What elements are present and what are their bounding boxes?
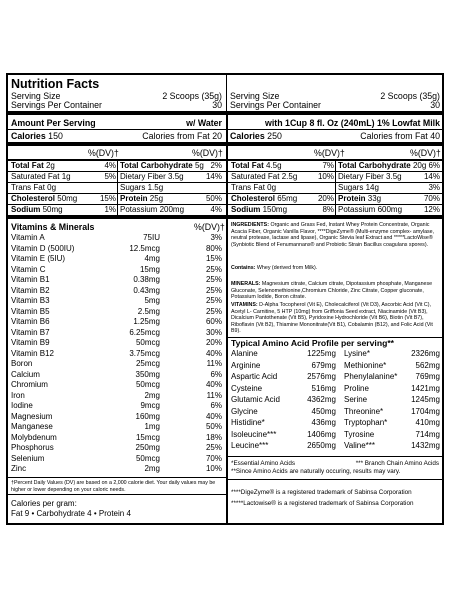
vitamin-dv: 20% — [205, 338, 222, 347]
amino-title: Typical Amino Acid Profile per serving** — [231, 338, 395, 348]
nutrient-name: Dietary Fiber 3.5g — [338, 172, 402, 181]
dv-header-milk: %(DV)† — [314, 148, 345, 158]
amino-amount: 1406mg — [307, 429, 336, 439]
nutrient-dv: 8% — [322, 205, 334, 214]
nutrient-dv: 7% — [322, 161, 334, 170]
amino-amount: 2650mg — [307, 441, 336, 450]
vitamin-name: Vitamin B3 — [11, 296, 50, 305]
center-divider — [226, 111, 228, 524]
vitamin-amount: 9mcg — [140, 401, 160, 410]
nutrient-name: Cholesterol 65mg — [231, 194, 298, 203]
vitamin-dv: 30% — [205, 327, 222, 337]
vitamin-dv: 6% — [210, 369, 222, 379]
nutrient-name: Total Fat 2g — [11, 161, 55, 170]
contains — [231, 265, 439, 272]
vitamin-amount: 50mcg — [135, 380, 160, 389]
vitamin-dv: 18% — [205, 432, 222, 442]
vitamin-dv: 11% — [206, 359, 222, 368]
vitamin-amount: 2.5mg — [137, 306, 160, 316]
servings-per-container-label-milk: Servings Per Container — [230, 100, 321, 110]
amino-amount: 679mg — [311, 360, 336, 370]
amino-amount: 516mg — [311, 383, 336, 393]
amino-amount: 2326mg — [411, 349, 440, 358]
nutrient-name: Sodium 50mg — [11, 205, 63, 214]
vitamin-name: Selenium — [11, 453, 45, 463]
vitamin-dv: 25% — [205, 306, 222, 316]
vitamin-name: Vitamin B12 — [11, 348, 54, 358]
nutrient-name: Total Carbohydrate 20g — [338, 161, 427, 170]
calories-fat-label-milk: Calories from Fat — [360, 131, 428, 141]
amino-name: Tryptophan* — [344, 418, 388, 427]
amino-name: Glycine — [231, 406, 258, 416]
vitamin-name: Vitamin B7 — [11, 327, 50, 337]
minerals-text: Magnesium citrate, Calcium citrate, Dipotassium phosphate, Manganese Gluconate, Selenomethionine,Chromium Chloride, Zinc Citrate, Copper gluconate, Potassium Iodide, Boron citrate. — [231, 281, 433, 300]
serving-size-value: 2 Scoops (35g) — [162, 91, 222, 101]
footnote: †Percent Daily Values (DV) are based on a 2,000 calorie diet. Your daily values may be higher or lower depending on your caloric needs. — [11, 480, 216, 493]
amino-name: Methionine* — [344, 360, 387, 370]
amino-name: Isoleucine*** — [231, 429, 277, 439]
vitamin-dv: 11% — [206, 390, 222, 400]
amino-amount: 1245mg — [411, 395, 440, 404]
vitamin-amount: 350mg — [135, 369, 160, 379]
vitamin-dv: 40% — [205, 380, 222, 389]
vitamin-amount: 250mg — [135, 443, 160, 452]
amino-amount: 436mg — [311, 418, 336, 427]
calories-fat-value-milk: 40 — [430, 131, 440, 141]
vitamin-name: Iodine — [11, 401, 33, 410]
nutrient-dv: 6% — [428, 161, 440, 170]
amino-amount: 4362mg — [307, 395, 336, 404]
vitamin-name: Molybdenum — [11, 432, 57, 442]
nutrient-name: Saturated Fat 2.5g — [231, 172, 298, 181]
vitamin-amount: 3.75mcg — [129, 348, 160, 358]
divider — [228, 479, 442, 480]
vitamin-amount: 2mg — [144, 464, 160, 473]
minerals-label: MINERALS: — [231, 281, 261, 287]
vitamin-dv: 25% — [205, 275, 222, 284]
amino-name: Tyrosine — [344, 429, 375, 439]
vitamin-name: Manganese — [11, 422, 53, 431]
vitamin-name: Vitamin E (5IU) — [11, 254, 66, 263]
column-divider — [117, 160, 118, 215]
nutrient-name: Protein 25g — [120, 194, 164, 203]
vitamin-amount: 2mg — [144, 390, 160, 400]
nutrition-panel — [6, 73, 444, 525]
vitamins-ingredients — [231, 302, 439, 335]
calories-label: Calories — [11, 131, 46, 141]
nutrient-name: Trans Fat 0g — [231, 183, 277, 192]
dv-header-milk: %(DV)† — [410, 148, 441, 158]
amino-name: Phenylalanine* — [344, 372, 398, 381]
nutrient-name: Sugars 1.5g — [120, 183, 164, 192]
vitamin-dv: 25% — [205, 443, 222, 452]
calories-per-gram-label: Calories per gram: — [11, 499, 77, 508]
amount-with-milk: with 1Cup 8 fl. Oz (240mL) 1% Lowfat Milk — [265, 118, 440, 128]
vitamin-dv: 60% — [205, 317, 222, 326]
amino-name: Cysteine — [231, 383, 263, 393]
divider — [8, 129, 442, 130]
vitamin-name: Iron — [11, 390, 25, 400]
vitamin-amount: 25mcg — [135, 359, 160, 368]
amino-name: Proline — [344, 383, 369, 393]
dv-header: %(DV)† — [88, 148, 119, 158]
vitamin-name: Vitamin B5 — [11, 306, 50, 316]
amino-amount: 2576mg — [307, 372, 336, 381]
vitamin-name: Calcium — [11, 369, 40, 379]
vitamin-name: Zinc — [11, 464, 27, 473]
amino-name: Aspartic Acid — [231, 372, 278, 381]
amino-amount: 450mg — [311, 406, 336, 416]
vitamin-name: Phosphorus — [11, 443, 54, 452]
vitamin-amount: 0.43mg — [133, 285, 160, 295]
vitamin-name: Magnesium — [11, 411, 53, 421]
note-essential: *Essential Amino Acids — [231, 460, 296, 467]
vitamin-dv: 40% — [205, 411, 222, 421]
serving-size-label-milk: Serving Size — [230, 91, 280, 101]
vitamin-name: Vitamin C — [11, 264, 46, 274]
vitamin-name: Vitamin A — [11, 233, 45, 242]
vitamin-dv: 70% — [205, 453, 222, 463]
vitamin-amount: 5mg — [144, 296, 160, 305]
ingredients-label: INGREDIENTS: — [231, 222, 269, 228]
nutrient-dv: 20% — [317, 194, 334, 203]
vitamin-amount: 75IU — [143, 233, 160, 242]
vitamin-dv: 3% — [210, 233, 222, 242]
vitamin-name: Boron — [11, 359, 33, 368]
calories-fat-label: Calories from Fat — [142, 131, 210, 141]
serving-size-value-milk: 2 Scoops (35g) — [380, 91, 440, 101]
note-since: **Since Amino Acids are naturally occuring, results may vary. — [231, 468, 401, 475]
vitamin-amount: 4mg — [144, 254, 160, 263]
dv-header: %(DV)† — [192, 148, 223, 158]
vitamin-amount: 50mcg — [135, 338, 160, 347]
nutrient-dv: 4% — [210, 205, 222, 214]
amino-name: Serine — [344, 395, 368, 404]
nutrient-name: Total Fat 4.5g — [231, 161, 282, 170]
vitamin-dv: 15% — [205, 254, 222, 263]
calories-per-gram-values: Fat 9 • Carbohydrate 4 • Protein 4 — [11, 509, 131, 518]
nutrient-dv: 2% — [210, 161, 222, 170]
calories-value: 150 — [48, 131, 63, 141]
vitamin-name: Vitamin B9 — [11, 338, 50, 347]
amino-name: Arginine — [231, 360, 261, 370]
vitamin-amount: 160mg — [135, 411, 160, 421]
vitamin-dv: 25% — [205, 285, 222, 295]
contains-text: Whey (derived from Milk). — [256, 265, 318, 271]
vitamin-dv: 10% — [205, 464, 222, 473]
serving-size-label: Serving Size — [11, 91, 61, 101]
nutrient-dv: 15% — [99, 194, 116, 203]
thick-divider — [8, 215, 442, 219]
vitamin-name: Chromium — [11, 380, 48, 389]
divider — [8, 494, 227, 495]
thick-divider — [8, 111, 442, 115]
minerals — [231, 281, 439, 301]
vitamin-dv: 25% — [205, 264, 222, 274]
servings-per-container-label: Servings Per Container — [11, 100, 102, 110]
vitamin-name: Vitamin B6 — [11, 317, 50, 326]
vitamins-text: D-Alpha Tocopherol (Vit E), Cholecalciferol (Vit D3), Ascorbic Acid (Vit C), Acetyl L- Carnitine, 5 HTP (10mg) from Griffonia Seed extract, Niacinamide (Vit B3), Dicalcium Pantothenate (Vit B5), Pyridoxine Hydrochloride (Vit B6), Biotin (Vit B7), Riboflavin (Vit B2), Thiamine Mononitrate(Vit B1), Cobalamin (B12), and Folic Acid (Vit B9). — [231, 302, 433, 334]
amino-name: Leucine*** — [231, 441, 269, 450]
vitamin-dv: 6% — [210, 401, 222, 410]
servings-per-container-value-milk: 30 — [430, 100, 440, 110]
nutrient-dv: 14% — [205, 172, 222, 181]
vitamin-dv: 80% — [205, 243, 222, 253]
amino-name: Glutamic Acid — [231, 395, 280, 404]
amino-name: Lysine* — [344, 349, 370, 358]
vitamin-amount: 1.25mg — [133, 317, 160, 326]
trademark-lactowise: *****Lactowise® is a registered trademark of Sabinsa Corporation — [231, 500, 414, 507]
calories-fat-value: 20 — [212, 131, 222, 141]
nutrient-name: Trans Fat 0g — [11, 183, 57, 192]
vitamin-dv: 25% — [205, 296, 222, 305]
vitamin-amount: 0.38mg — [133, 275, 160, 284]
vitamin-amount: 6.25mcg — [129, 327, 160, 337]
vitamin-amount: 1mg — [144, 422, 160, 431]
nutrient-dv: 10% — [317, 172, 334, 181]
amino-amount: 1225mg — [307, 349, 336, 358]
nutrient-dv: 70% — [423, 194, 440, 203]
contains-label: Contains: — [231, 265, 256, 271]
amount-with-water: w/ Water — [186, 118, 222, 128]
nutrient-name: Saturated Fat 1g — [11, 172, 71, 181]
divider — [228, 456, 442, 457]
nutrient-dv: 5% — [104, 172, 116, 181]
vitamin-dv: 50% — [205, 422, 222, 431]
nutrient-dv: 1% — [104, 205, 116, 214]
amino-amount: 1421mg — [411, 383, 440, 393]
vitamins-title: Vitamins & Minerals — [11, 222, 95, 232]
vitamin-amount: 12.5mcg — [129, 243, 160, 253]
nutrition-title: Nutrition Facts — [11, 77, 100, 91]
vitamin-name: Vitamin B1 — [11, 275, 50, 284]
nutrient-name: Potassium 200mg — [120, 205, 185, 214]
nutrient-dv: 4% — [104, 161, 116, 170]
trademark-digezyme: ****DigeZyme® is a registered trademark of Sabinsa Corporation — [231, 489, 412, 496]
nutrient-name: Cholesterol 50mg — [11, 194, 78, 203]
vitamin-amount: 15mcg — [135, 432, 160, 442]
amino-amount: 769mg — [415, 372, 440, 381]
vitamin-dv: 40% — [205, 348, 222, 358]
amino-amount: 562mg — [415, 360, 440, 370]
ingredients-text: Organic and Grass Fed, Instant Whey Protein Concentrate, Organic Acacia Fiber, Organic Vanilla Flavor, ****DigeZyme® (Multi-enzyme complex- amylase, neutral protease, lactase and lipase), Organic Stevia leaf Extract and *****LactoWise® (Synbiotic Blend of Fenumannans® and Probiotic Strain Bacillus coagulans spores). — [231, 222, 435, 248]
center-divider-top — [226, 75, 227, 111]
amino-name: Alanine — [231, 349, 258, 358]
thick-divider — [8, 142, 442, 146]
amino-amount: 1432mg — [411, 441, 440, 450]
divider — [8, 477, 227, 478]
nutrient-name: Sugars 14g — [338, 183, 379, 192]
vitamins-dv-header: %(DV)† — [194, 222, 225, 232]
ingredients — [231, 222, 439, 248]
vitamin-name: Vitamin D (500IU) — [11, 243, 75, 253]
servings-per-container-value: 30 — [212, 100, 222, 110]
nutrient-dv: 14% — [423, 172, 440, 181]
column-divider — [335, 160, 336, 215]
nutrient-name: Total Carbohydrate 5g — [120, 161, 204, 170]
amino-name: Histidine* — [231, 418, 265, 427]
amino-name: Valine*** — [344, 441, 375, 450]
amino-name: Threonine* — [344, 406, 384, 416]
vitamin-amount: 15mg — [139, 264, 160, 274]
vitamins-label: VITAMINS: — [231, 302, 258, 308]
amount-per-serving-label: Amount Per Serving — [11, 118, 96, 128]
vitamin-name: Vitamin B2 — [11, 285, 50, 295]
nutrient-name: Potassium 600mg — [338, 205, 403, 214]
nutrient-name: Protein 33g — [338, 194, 382, 203]
nutrient-name: Dietary Fiber 3.5g — [120, 172, 184, 181]
amino-amount: 1704mg — [411, 406, 440, 416]
nutrient-name: Sodium 150mg — [231, 205, 288, 214]
amino-amount: 714mg — [415, 429, 440, 439]
nutrient-dv: 3% — [428, 183, 440, 192]
amino-amount: 410mg — [415, 418, 440, 427]
note-branch: *** Branch Chain Amino Acids — [355, 460, 439, 467]
vitamin-amount: 50mcg — [135, 453, 160, 463]
nutrient-dv: 12% — [423, 205, 440, 214]
calories-label-milk: Calories — [230, 131, 265, 141]
nutrient-dv: 50% — [205, 194, 222, 203]
calories-value-milk: 250 — [267, 131, 282, 141]
